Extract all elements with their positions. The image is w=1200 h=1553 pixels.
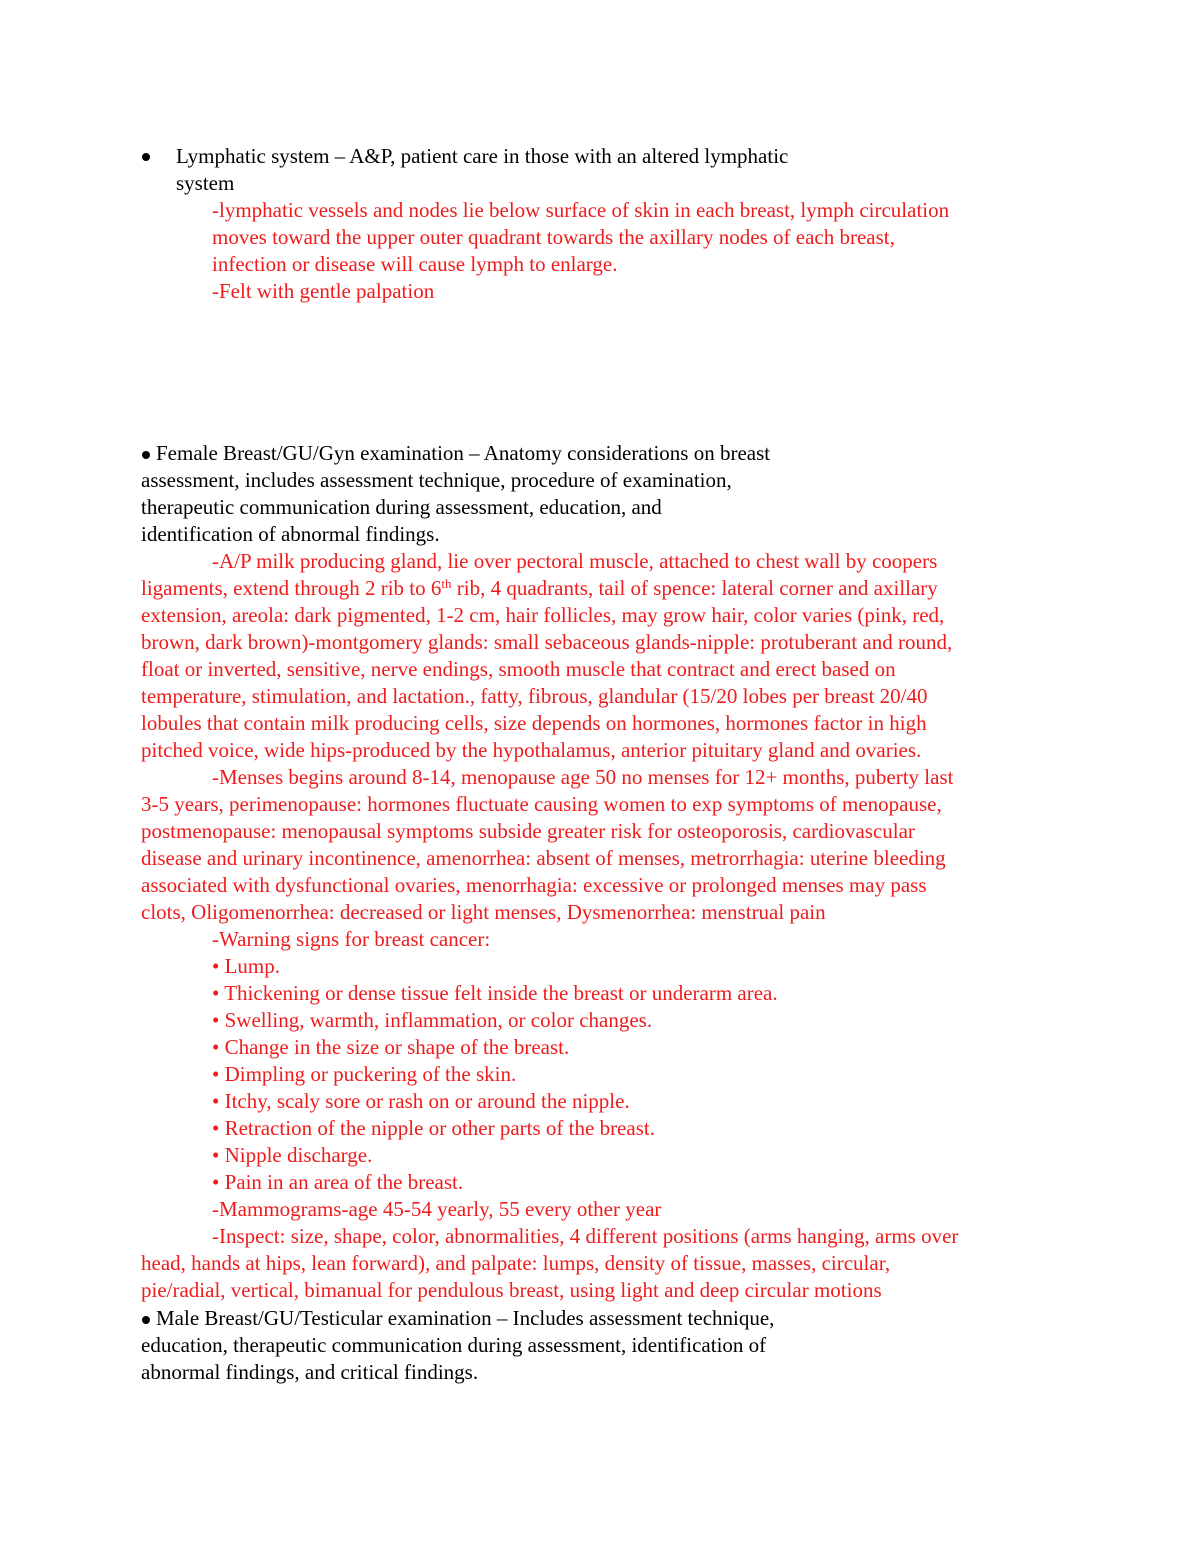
warning-item: • Itchy, scaly sore or rash on or around the nipple. [212,1089,630,1113]
warning-item: • Change in the size or shape of the breast. [212,1035,570,1059]
warning-item: • Lump. [212,954,281,978]
warning-item: • Pain in an area of the breast. [212,1170,464,1194]
heading-line: Lymphatic system – A&P, patient care in those with an altered lymphatic [176,144,789,168]
heading-line: system [176,171,235,195]
note-line: moves toward the upper outer quadrant towards the axillary nodes of each breast, [212,225,895,249]
heading-line: identification of abnormal findings. [141,522,440,546]
warning-item: • Retraction of the nipple or other parts of the breast. [212,1116,655,1140]
warning-item: • Dimpling or puckering of the skin. [212,1062,517,1086]
anatomy-line: lobules that contain milk producing cells, size depends on hormones, hormones factor in high [141,711,927,735]
note-line: -lymphatic vessels and nodes lie below surface of skin in each breast, lymph circulation [212,198,950,222]
heading-line: abnormal findings, and critical findings. [141,1360,479,1384]
note-line: -Felt with gentle palpation [212,279,435,303]
warning-item: • Swelling, warmth, inflammation, or color changes. [212,1008,653,1032]
menses-line: 3-5 years, perimenopause: hormones fluctuate causing women to exp symptoms of menopause, [141,792,942,816]
anatomy-line: -A/P milk producing gland, lie over pectoral muscle, attached to chest wall by coopers [212,549,938,573]
warning-title: -Warning signs for breast cancer: [212,927,491,951]
menses-line: clots, Oligomenorrhea: decreased or light menses, Dysmenorrhea: menstrual pain [141,900,826,924]
inspect-line: head, hands at hips, lean forward), and palpate: lumps, density of tissue, masses, circular, [141,1251,891,1275]
mammograms-line: -Mammograms-age 45-54 yearly, 55 every other year [212,1197,662,1221]
warning-item: • Thickening or dense tissue felt inside the breast or underarm area. [212,981,778,1005]
heading-line: education, therapeutic communication during assessment, identification of [141,1333,767,1357]
heading-line: Male Breast/GU/Testicular examination – Includes assessment technique, [156,1306,775,1330]
warning-item: • Nipple discharge. [212,1143,373,1167]
anatomy-line: ligaments, extend through 2 rib to 6th rib, 4 quadrants, tail of spence: lateral corner and axillary [141,576,938,600]
menses-line: associated with dysfunctional ovaries, menorrhagia: excessive or prolonged menses may pass [141,873,927,897]
anatomy-line: brown, dark brown)-montgomery glands: small sebaceous glands-nipple: protuberant and round, [141,630,953,654]
anatomy-line: extension, areola: dark pigmented, 1-2 cm, hair follicles, may grow hair, color varies (pink, red, [141,603,945,627]
menses-line: postmenopause: menopausal symptoms subside greater risk for osteoporosis, cardiovascular [141,819,915,843]
anatomy-line: temperature, stimulation, and lactation., fatty, fibrous, glandular (15/20 lobes per breast 20/40 [141,684,928,708]
heading-line: therapeutic communication during assessment, education, and [141,495,662,519]
heading-line: Female Breast/GU/Gyn examination – Anatomy considerations on breast [156,441,771,465]
menses-line: -Menses begins around 8-14, menopause age 50 no menses for 12+ months, puberty last [212,765,954,789]
anatomy-line: float or inverted, sensitive, nerve endings, smooth muscle that contract and erect based on [141,657,896,681]
inspect-line: -Inspect: size, shape, color, abnormalities, 4 different positions (arms hanging, arms over [212,1224,959,1248]
bullet-icon [142,451,150,459]
bullet-icon [142,1316,150,1324]
note-line: infection or disease will cause lymph to enlarge. [212,252,618,276]
bullet-icon [142,153,150,161]
menses-line: disease and urinary incontinence, amenorrhea: absent of menses, metrorrhagia: uterine bleeding [141,846,946,870]
anatomy-line: pitched voice, wide hips-produced by the hypothalamus, anterior pituitary gland and ovaries. [141,738,922,762]
heading-line: assessment, includes assessment technique, procedure of examination, [141,468,732,492]
inspect-line: pie/radial, vertical, bimanual for pendulous breast, using light and deep circular motions [141,1278,882,1302]
